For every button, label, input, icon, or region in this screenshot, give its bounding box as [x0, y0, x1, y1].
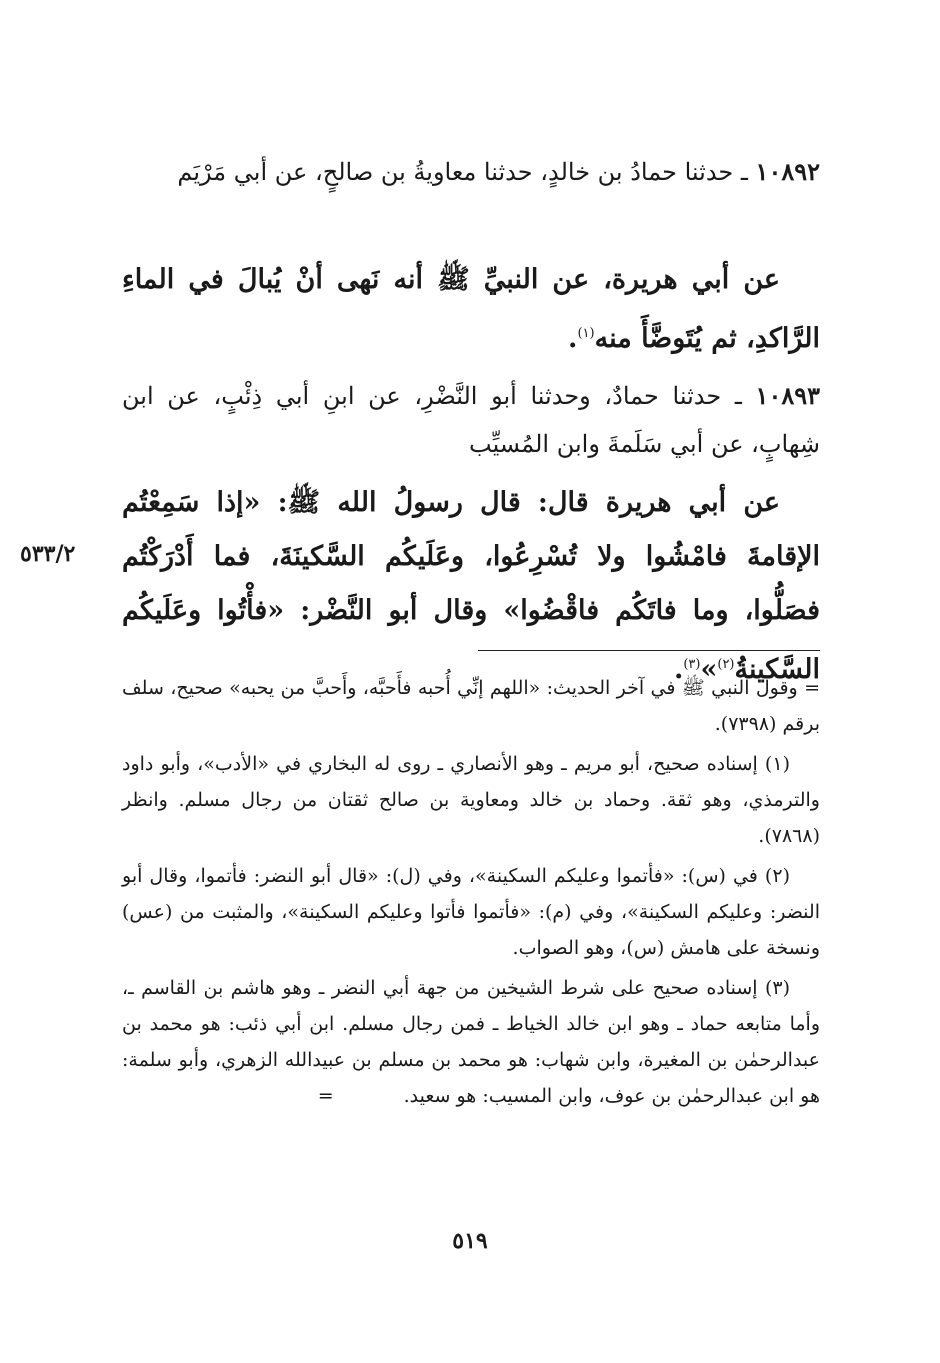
- footnote-ref-1[interactable]: (١): [577, 326, 595, 341]
- footnote-continuation: = وقول النبي ﷺ في آخر الحديث: «اللهم إنِّي أُحبه فأَحبَّه، وأَحبَّ من يحبه» صحيح، سلف برقم (٧٣٩٨).: [122, 677, 820, 735]
- footnote-1: (١) إسناده صحيح، أبو مريم ـ وهو الأنصاري ـ روى له البخاري في «الأدب»، وأبو داود والترمذي، وهو ثقة. وحماد بن خالد ومعاوية بن صالح ثقتان من رجال مسلم. وانظر (٧٨٦٨).: [122, 753, 820, 847]
- hadith-10892-matn: عن أبي هريرة، عن النبيِّ ﷺ أنه نَهى أنْ يُبالَ في الماءِ الرَّاكدِ، ثم يُتَوضَّأَ منه$^{(١)}$.: [122, 264, 820, 354]
- footnote-ref-2[interactable]: (٢): [717, 657, 735, 672]
- footnote-2: (٢) في (س): «فأتموا وعليكم السكينة»، وفي (ل): «قال أبو النضر: فأتموا، وقال أبو النضر: وعليكم السكينة»، وفي (م): «فأتموا فأتوا وعليكم السكينة»، والمثبت من (عس) ونسخة على هامش (س)، وهو الصواب.: [122, 865, 820, 959]
- margin-volume-page-reference: ٥٣٣/٢: [20, 541, 76, 567]
- page-number: ٥١٩: [452, 1228, 488, 1254]
- isnad-text: ـ حدثنا حمادُ بن خالدٍ، حدثنا معاويةُ بن صالحٍ، عن أبي مَرْيَم: [177, 158, 756, 186]
- hadith-10893-matn: عن أبي هريرة قال: قال رسولُ الله ﷺ: «إذا سَمِعْتُم الإقامةَ فامْشُوا ولا تُسْرِعُوا، وعَلَيكُم السَّكينَةَ، فما أَدْرَكْتُم فصَلُّوا، وما فاتَكُم فاقْضُوا» وقال أبو النَّضْر: «فأْتُوا وعَلَيكُم السَّكينةُ$^{(٢)}$»$^{(٣)}$.: [122, 487, 820, 685]
- matn-text: عن أبي هريرة قال: قال رسولُ الله ﷺ: «إذا سَمِعْتُم الإقامةَ فامْشُوا ولا تُسْرِعُوا، وعَلَيكُم السَّكينَةَ، فما أَدْرَكْتُم فصَلُّوا، وما فاتَكُم فاقْضُوا» وقال أبو النَّضْر: «فأْتُوا وعَلَيكُم السَّكينةُ: [122, 487, 820, 685]
- footnote-ref-3[interactable]: (٣): [683, 657, 701, 672]
- continuation-mark: =: [317, 1085, 334, 1107]
- hadith-10893-isnad: [122, 372, 820, 468]
- footnotes-section: [122, 670, 820, 1118]
- footnote-3: (٣) إسناده صحيح على شرط الشيخين من جهة أبي النضر ـ وهو هاشم بن القاسم ـ، وأما متابعه حماد ـ وهو ابن خالد الخياط ـ فمن رجال مسلم. ابن أبي ذئب: هو محمد بن عبدالرحمٰن بن المغيرة، وابن شهاب: هو محمد بن مسلم بن عبيدالله الزهري، وأبو سلمة: هو ابن عبدالرحمٰن بن عوف، وابن المسيب: هو سعيد.=: [122, 970, 820, 1114]
- hadith-10892-isnad: [122, 148, 820, 196]
- matn-text: عن أبي هريرة، عن النبيِّ ﷺ أنه نَهى أنْ يُبالَ في الماءِ الرَّاكدِ، ثم يُتَوضَّأَ منه: [122, 264, 820, 354]
- hadith-number: ١٠٨٩٢: [755, 157, 820, 186]
- footnote-separator: [478, 650, 820, 651]
- isnad-text: ـ حدثنا حمادٌ، وحدثنا أبو النَّضْرِ، عن ابنِ أبي ذِئْبٍ، عن ابن شِهابٍ، عن أبي سَلَمةَ وابن المُسيِّب: [122, 382, 820, 458]
- hadith-number: ١٠٨٩٣: [755, 381, 820, 410]
